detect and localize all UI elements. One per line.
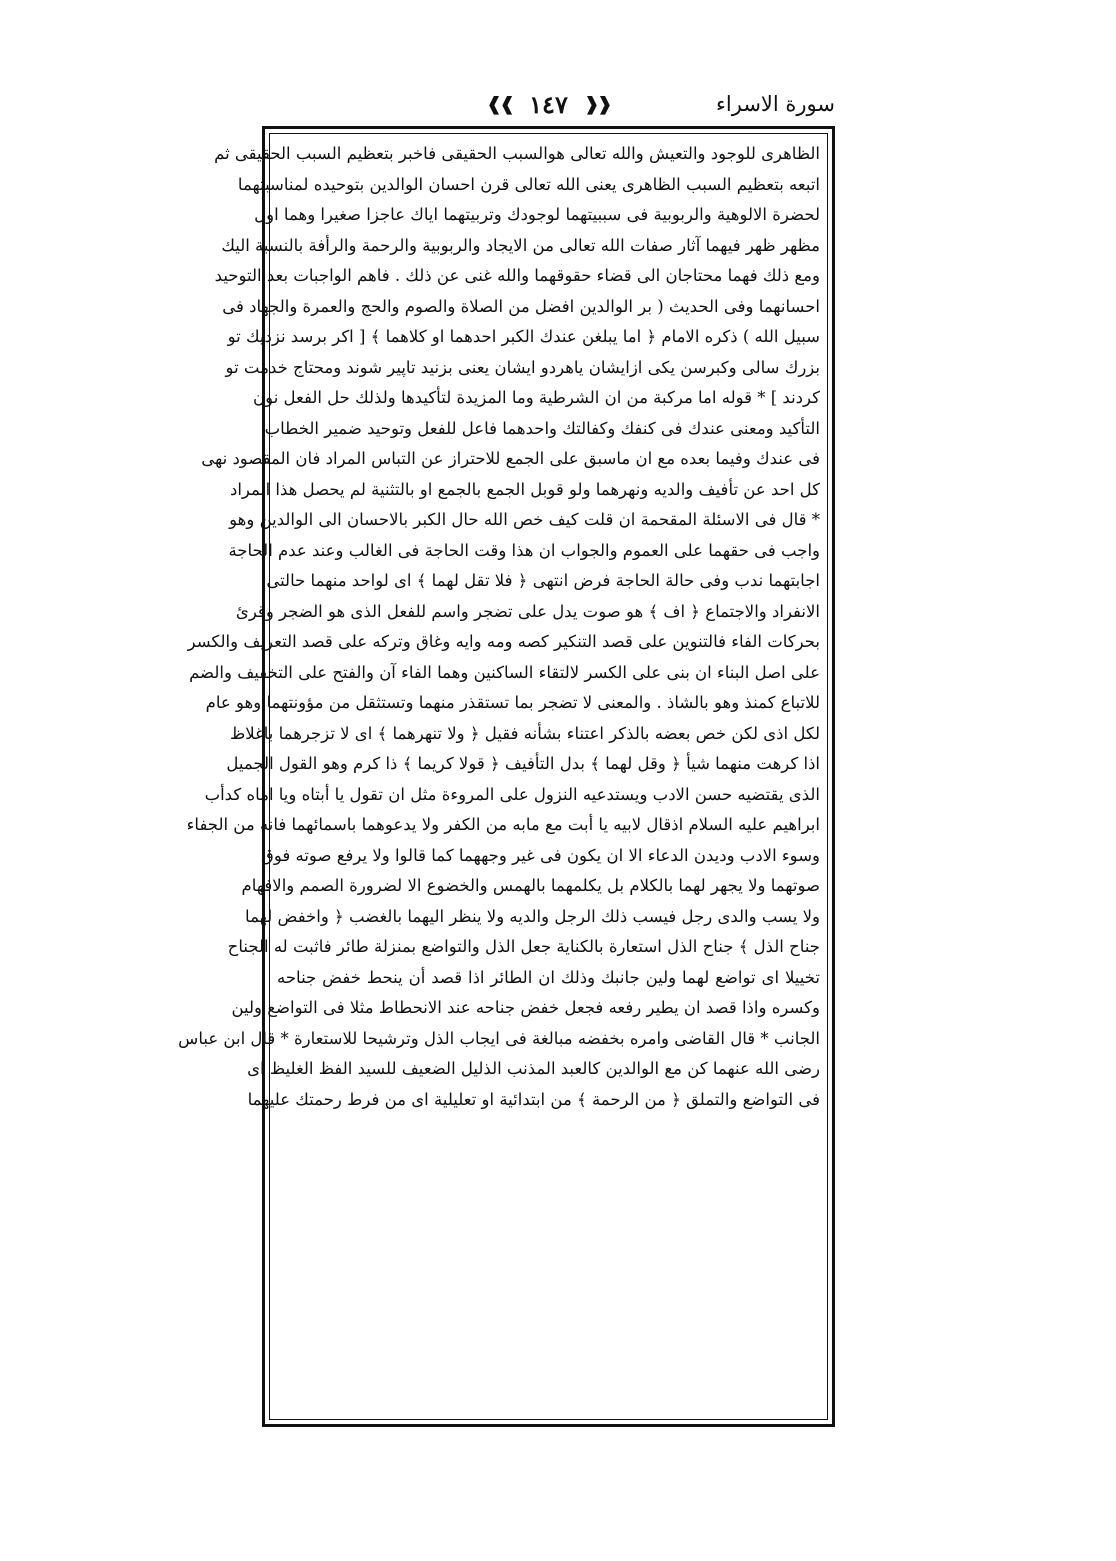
- surah-title: سورة الاسراء: [716, 92, 835, 116]
- text-line: للاتباع كمنذ وهو بالشاذ . والمعنى لا تضجر بما تستقذر منهما وتستثقل من مؤونتهما وهو عام: [205, 693, 820, 712]
- text-line: الانفراد والاجتماع ﴿ اف ﴾ هو صوت يدل على تضجر واسم للفعل الذى هو الضجر وقرئ: [235, 601, 820, 621]
- text-line: اذا كرهت منهما شيأ ﴿ وقل لهما ﴾ بدل التأفيف ﴿ قولا كريما ﴾ ذا كرم وهو القول الجميل: [226, 754, 820, 773]
- text-line: على اصل البناء ان بنى على الكسر لالتقاء الساكنين وهما الفاء آن والفتح على التخفيف والضم: [189, 662, 820, 682]
- page-frame: [178, 126, 835, 1427]
- text-line: بحركات الفاء فالتنوين على قصد التنكير كصه ومه وايه وغاق وتركه على قصد التعريف والكسر: [187, 632, 820, 651]
- text-line: التأكيد ومعنى عندك فى كنفك وكفالتك واحدهما فاعل للفعل وتوحيد ضمير الخطاب: [264, 418, 820, 438]
- text-line: صوتهما ولا يجهر لهما بالكلام بل يكلمهما بالهمس والخضوع الا لضرورة الصمم والافهام: [241, 876, 820, 895]
- text-line: الظاهرى للوجود والتعيش والله تعالى هوالسبب الحقيقى فاخبر بتعظيم السبب الحقيقى ثم: [214, 144, 820, 163]
- text-line: بزرك سالى وكبرسن يكى ازايشان ياهردو ايشان يعنى بزنيد تاپير شوند ومحتاج خدمت تو: [225, 357, 820, 377]
- text-line: فى عندك وفيما بعده مع ان ماسبق على الجمع للاحتراز عن التباس المراد فان المقصود نهى: [201, 449, 820, 468]
- right-ornament-icon: ❱❱: [584, 94, 611, 115]
- text-line: جناح الذل ﴾ جناح الذل استعارة بالكناية جعل الذل والتواضع بمنزلة طائر فاثبت له الجناح: [227, 937, 820, 956]
- text-line: كل احد عن تأفيف والديه ونهرهما ولو قوبل الجمع بالجمع او بالتثنية لم يحصل هذا المراد: [229, 479, 820, 499]
- text-line: * قال فى الاسئلة المقحمة ان قلت كيف خص الله حال الكبر بالاحسان الى الوالدين وهو: [229, 510, 820, 529]
- text-line: الجانب * قال القاضى وامره بخفضه مبالغة فى ايجاب الذل وترشيحا للاستعارة * قال ابن عباس: [178, 1028, 820, 1048]
- text-line: ومع ذلك فهما محتاجان الى قضاء حقوقهما والله غنى عن ذلك . فاهم الواجبات بعد التوحيد: [214, 266, 820, 285]
- text-line: فى التواضع والتملق ﴿ من الرحمة ﴾ من ابتدائية او تعليلية اى من فرط رحمتك عليهما: [247, 1089, 820, 1109]
- text-line: لحضرة الالوهية والربوبية فى سببيتهما لوجودك وتربيتهما اياك عاجزا صغيرا وهما اول: [254, 205, 820, 224]
- text-line: ولا يسب والدى رجل فيسب ذلك الرجل والديه ولا ينظر اليهما بالغضب ﴿ واخفض لهما: [245, 906, 820, 926]
- left-ornament-icon: ❰❰: [486, 94, 513, 115]
- page-header: [262, 88, 835, 124]
- text-line: كردند ] * قوله اما مركبة من ان الشرطية وما المزيدة لتأكيدها ولذلك حل الفعل نون: [253, 388, 820, 407]
- text-line: وكسره واذا قصد ان يطير رفعه فجعل خفض جناحه عند الانحطاط مثلا فى التواضع ولين: [231, 998, 820, 1017]
- page-number: ١٤٧: [529, 90, 568, 119]
- text-line: سبيل الله ) ذكره الامام ﴿ اما يبلغن عندك الكبر احدهما او كلاهما ﴾ [ اكر برسد نزديك تو: [227, 327, 820, 346]
- text-line: الذى يقتضيه حسن الادب ويستدعيه النزول على المروءة مثل ان تقول يا أبتاه ويا اماه كدأب: [204, 784, 820, 804]
- body-text: [178, 139, 820, 1115]
- text-line: واجب فى حقهما على العموم والجواب ان هذا وقت الحاجة فى الغالب وعند عدم الحاجة: [228, 540, 820, 560]
- text-line: ابراهيم عليه السلام اذقال لابيه يا أبت مع مابه من الكفر ولا يدعوهما باسمائهما فانه من الجفاء: [186, 815, 820, 834]
- text-line: اتبعه بتعظيم السبب الظاهرى يعنى الله تعالى قرن احسان الوالدين بتوحيده لمناسبتهما: [237, 174, 820, 194]
- text-line: رضى الله عنهما كن مع الوالدين كالعبد المذنب الذليل الضعيف للسيد الفظ الغليظ اى: [247, 1059, 820, 1078]
- text-line: اجابتهما ندب وفى حالة الحاجة فرض انتهى ﴿ فلا تقل لهما ﴾ اى لواحد منهما حالتى: [266, 571, 820, 590]
- text-line: لكل اذى لكن خص بعضه بالذكر اعتناء بشأنه فقيل ﴿ ولا تنهرهما ﴾ اى لا تزجرهما باغلاظ: [230, 723, 820, 743]
- text-line: مظهر ظهر فيهما آثار صفات الله تعالى من الايجاد والربوبية والرحمة والرأفة بالنسبة اليك: [221, 235, 820, 255]
- text-line: تخييلا اى تواضع لهما ولين جانبك وذلك ان الطائر اذا قصد أن ينحط خفض جناحه: [277, 967, 820, 987]
- text-line: وسوء الادب وديدن الدعاء الا ان يكون فى غير وجههما كما قالوا ولا يرفع صوته فوق: [261, 845, 820, 865]
- text-line: احسانهما وفى الحديث ( بر الوالدين افضل من الصلاة والصوم والحج والعمرة والجهاد فى: [222, 296, 820, 316]
